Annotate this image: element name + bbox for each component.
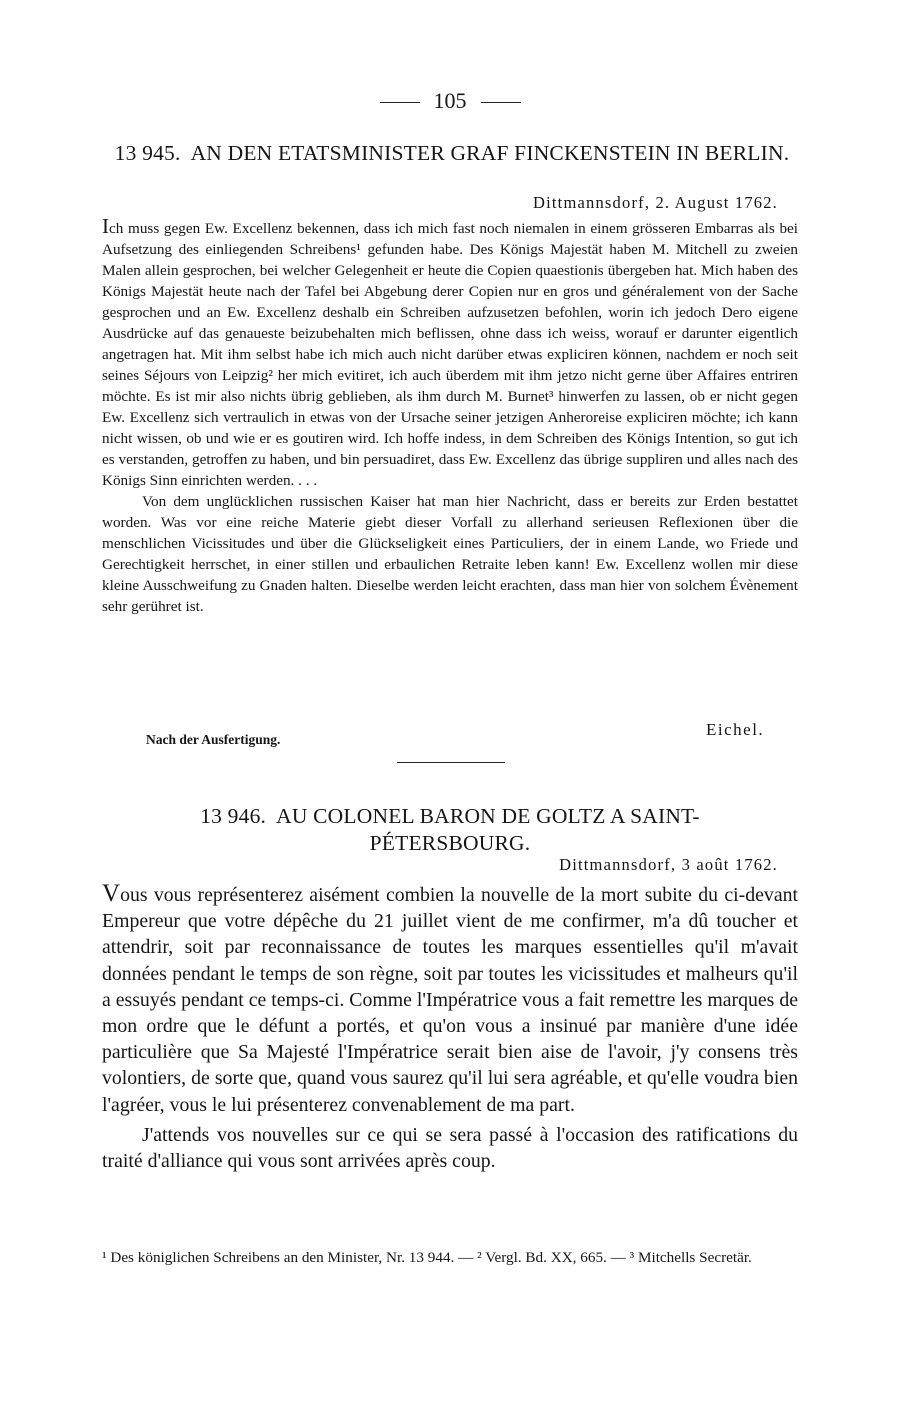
letter2-initial: V bbox=[102, 880, 121, 907]
letter2-number: 13 946. bbox=[200, 804, 267, 828]
header-dash-left bbox=[380, 102, 420, 103]
page-number: 105 bbox=[433, 88, 467, 113]
letter2-dateline: Dittmannsdorf, 3 août 1762. bbox=[559, 855, 778, 874]
letter1-paragraph-1 bbox=[102, 216, 798, 491]
letter2-paragraph-1-text: ous vous représenterez aisément combien la nouvelle de la mort subite du ci-devant Empereur que votre dépêche du 21 juillet vient de me confirmer, m'a dû toucher et attendrir, soit par reconnaissance de toutes les marques essentielles qu'il m'avait données pendant le temps de son règne, soit par toutes les vicissitudes et malheurs qu'il a essuyés pendant ce temps-ci. Comme l'Impératrice vous a fait remettre les marques de mon ordre que le défunt a portés, et qu'on vous a insinué par manière d'une idée particulière que Sa Majesté l'Impératrice serait bien aise de l'avoir, j'y consens très volontiers, de sorte que, quand vous saurez qu'il lui sera agréable, et qu'elle voudra bien l'agréer, vous le lui présenterez convenablement de ma part. bbox=[102, 884, 798, 1116]
letter2-heading bbox=[140, 803, 760, 857]
header-dash-right bbox=[481, 102, 521, 103]
section-divider bbox=[397, 762, 505, 763]
letter1-heading bbox=[104, 140, 800, 167]
letter1-signature: Eichel. bbox=[706, 720, 765, 739]
letter1-paragraph-1-text: ch muss gegen Ew. Excellenz bekennen, dass ich mich fast noch niemalen in einem grösseren Embarras als bei Aufsetzung des einliegenden Schreibens¹ gefunden habe. Des Königs Majestät haben M. Mitchell zu zweien Malen allein gesprochen, bei welcher Gelegenheit er heute die Copien quaestionis übergeben hat. Mich haben des Königs Majestät heute nach der Tafel bei Abgebung derer Copien nur en gros und généralement von der Sache gesprochen und an Ew. Excellenz deshalb ein Schreiben aufzusetzen befohlen, worin ich jedoch Dero eigene Ausdrücke auf das genaueste beizubehalten mich beflissen, ohne dass ich weiss, worauf er darunter eigentlich angetragen hat. Mit ihm selbst habe ich mich auch nicht darüber etwas expliciren können, nachdem er noch seit seines Séjours von Leipzig² her mich evitiret, ich auch überdem mit ihm jetzo nicht gerne über Affaires entriren möchte. Es ist mir also nichts übrig geblieben, als ihm durch M. Burnet³ hinwerfen zu lassen, ob er nicht gegen Ew. Excellenz sich vertraulich in etwas von der Ursache seiner jetzigen Anheroreise expliciren möchte; ich kann nicht wissen, ob und wie er es goutiren wird. Ich hoffe indess, in dem Schreiben des Königs Intention, so gut ich es verstanden, getroffen zu haben, und bin persuadiret, dass Ew. Excellenz das übrige suppliren und alles nach des Königs Sinn einrichten werden. . . . bbox=[102, 220, 798, 489]
letter1-title: AN DEN ETATSMINISTER GRAF FINCKENSTEIN IN BERLIN. bbox=[190, 141, 790, 165]
letter1-number: 13 945. bbox=[114, 141, 181, 165]
letter1-source-note: Nach der Ausfertigung. bbox=[146, 732, 281, 747]
page-header bbox=[0, 88, 900, 114]
letter1-body bbox=[102, 216, 798, 617]
letter1-initial: I bbox=[102, 214, 109, 238]
letter2-body bbox=[102, 881, 798, 1174]
letter2-title: AU COLONEL BARON DE GOLTZ A SAINT-PÉTERSBOURG. bbox=[276, 804, 700, 855]
letter2-paragraph-1 bbox=[102, 881, 798, 1118]
letter1-paragraph-2: Von dem unglücklichen russischen Kaiser hat man hier Nachricht, dass er bereits zur Erden bestattet worden. Was vor eine reiche Materie giebt dieser Vorfall zu allerhand serieusen Reflexionen über die menschlichen Vicissitudes und über die Glückseligkeit eines Particuliers, der in einem Lande, wo Friede und Gerechtigkeit herrschet, in einer stillen und erbaulichen Retraite leben kann! Ew. Excellenz wollen mir diese kleine Ausschweifung zu Gnaden halten. Dieselbe werden leicht erachten, dass man hier von solchem Évènement sehr gerühret ist. bbox=[102, 493, 798, 615]
letter1-dateline: Dittmannsdorf, 2. August 1762. bbox=[533, 193, 778, 212]
letter2-paragraph-2: J'attends vos nouvelles sur ce qui se sera passé à l'occasion des ratifications du traité d'alliance qui vous sont arrivées après coup. bbox=[102, 1123, 798, 1173]
footnotes: ¹ Des königlichen Schreibens an den Minister, Nr. 13 944. — ² Vergl. Bd. XX, 665. — ³ Mitchells Secretär. bbox=[102, 1249, 752, 1266]
